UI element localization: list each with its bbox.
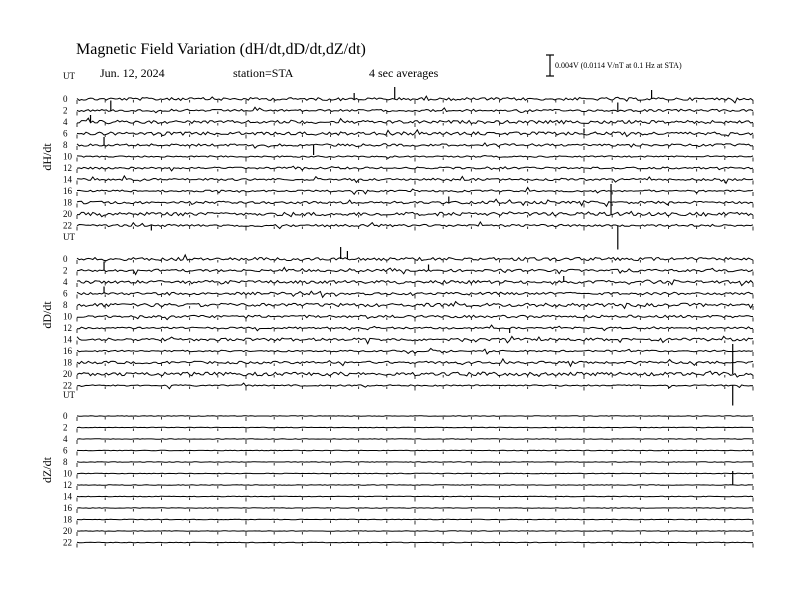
row-hour-label: 12 bbox=[63, 163, 72, 173]
panel-dZ-dt bbox=[40, 390, 753, 548]
trace-row bbox=[63, 163, 753, 173]
trace-row bbox=[63, 197, 753, 208]
trace-row bbox=[63, 287, 753, 299]
row-hour-label: 4 bbox=[63, 277, 68, 287]
trace-row bbox=[63, 358, 753, 368]
trace-line bbox=[77, 118, 753, 124]
trace-row bbox=[63, 175, 753, 185]
row-hour-label: 8 bbox=[63, 457, 68, 467]
row-hour-label: 20 bbox=[63, 526, 72, 536]
panels-group bbox=[40, 71, 753, 548]
row-hour-label: 2 bbox=[63, 265, 68, 276]
trace-row bbox=[63, 381, 753, 406]
trace-row bbox=[63, 221, 753, 250]
row-hour-label: 14 bbox=[63, 491, 72, 502]
row-hour-label: 18 bbox=[63, 197, 72, 208]
trace-row bbox=[63, 276, 753, 287]
chart-title: Magnetic Field Variation (dH/dt,dD/dt,dZ/dt) bbox=[76, 41, 366, 58]
trace-row bbox=[63, 446, 753, 456]
scale-label: 0.004V (0.0114 V/nT at 0.1 Hz at STA) bbox=[555, 61, 682, 70]
row-hour-label: 12 bbox=[63, 323, 72, 333]
row-hour-label: 16 bbox=[63, 186, 72, 196]
trace-row bbox=[63, 457, 753, 467]
trace-row bbox=[63, 411, 753, 421]
row-hour-label: 18 bbox=[63, 357, 72, 368]
row-hour-label: 0 bbox=[63, 94, 68, 104]
trace-row bbox=[63, 526, 753, 536]
row-hour-label: 0 bbox=[63, 254, 68, 264]
trace-row bbox=[63, 186, 753, 196]
trace-row bbox=[63, 101, 753, 116]
row-hour-label: 14 bbox=[63, 334, 72, 345]
trace-line bbox=[77, 255, 753, 261]
row-hour-label: 8 bbox=[63, 140, 68, 150]
row-hour-label: 2 bbox=[63, 422, 68, 433]
scale-bar bbox=[546, 55, 554, 76]
row-hour-label: 4 bbox=[63, 117, 68, 127]
row-hour-label: 10 bbox=[63, 311, 72, 322]
row-hour-label: 0 bbox=[63, 411, 68, 421]
trace-row bbox=[63, 152, 753, 162]
row-hour-label: 10 bbox=[63, 151, 72, 162]
row-hour-label: 10 bbox=[63, 468, 72, 479]
trace-row bbox=[63, 87, 753, 104]
trace-row bbox=[63, 335, 753, 345]
trace-row bbox=[63, 469, 753, 479]
row-hour-label: 12 bbox=[63, 480, 72, 490]
row-hour-label: 18 bbox=[63, 514, 72, 525]
trace-row bbox=[63, 115, 753, 127]
trace-row bbox=[63, 262, 753, 276]
trace-row bbox=[63, 434, 753, 444]
trace-row bbox=[63, 129, 753, 139]
chart-averaging: 4 sec averages bbox=[369, 66, 439, 80]
panel-label: dH/dt bbox=[40, 143, 54, 171]
trace-row bbox=[63, 346, 753, 356]
trace-row bbox=[63, 503, 753, 513]
row-hour-label: 22 bbox=[63, 537, 72, 548]
row-hour-label: 6 bbox=[63, 288, 68, 299]
trace-row bbox=[63, 137, 753, 155]
row-hour-label: 4 bbox=[63, 434, 68, 444]
row-hour-label: 2 bbox=[63, 105, 68, 116]
trace-row bbox=[63, 323, 753, 333]
trace-row bbox=[63, 247, 753, 264]
trace-row bbox=[63, 538, 753, 548]
row-hour-label: 22 bbox=[63, 220, 72, 231]
panel-dH-dt bbox=[40, 71, 753, 250]
row-hour-label: 22 bbox=[63, 380, 72, 391]
row-hour-label: 20 bbox=[63, 369, 72, 379]
row-hour-label: 16 bbox=[63, 346, 72, 356]
row-hour-label: 6 bbox=[63, 445, 68, 456]
trace-row bbox=[63, 423, 753, 433]
chart-station: station=STA bbox=[233, 66, 294, 80]
row-hour-label: 14 bbox=[63, 174, 72, 185]
row-hour-label: 8 bbox=[63, 300, 68, 310]
row-hour-label: 16 bbox=[63, 503, 72, 513]
ut-label: UT bbox=[63, 71, 75, 81]
panel-label: dD/dt bbox=[40, 301, 54, 329]
trace-row bbox=[63, 492, 753, 502]
ut-label: UT bbox=[63, 232, 75, 242]
trace-row bbox=[63, 300, 753, 310]
trace-row bbox=[63, 515, 753, 525]
row-hour-label: 6 bbox=[63, 128, 68, 139]
chart-date: Jun. 12, 2024 bbox=[100, 66, 165, 80]
panel-label: dZ/dt bbox=[40, 457, 54, 483]
panel-dD-dt bbox=[40, 232, 753, 406]
trace-row bbox=[63, 312, 753, 322]
ut-label: UT bbox=[63, 390, 75, 400]
row-hour-label: 20 bbox=[63, 209, 72, 219]
